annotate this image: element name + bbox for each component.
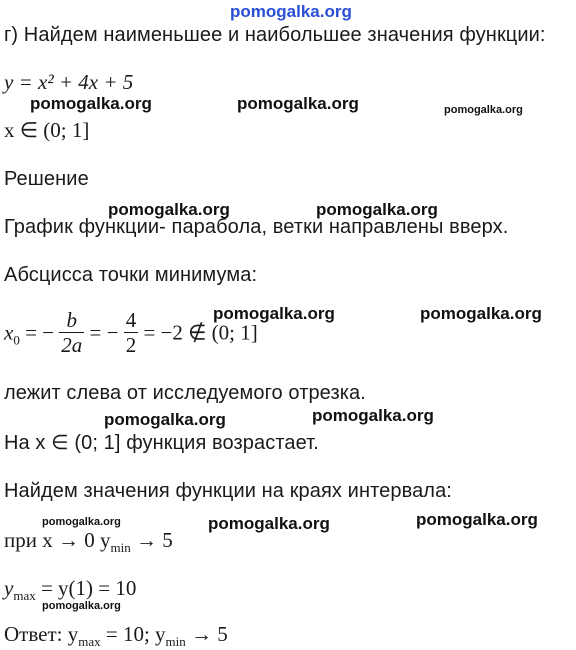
- watermark: pomogalka.org: [420, 304, 542, 323]
- max-subscript: max: [78, 634, 101, 650]
- ymax-result: = y(1) = 10: [35, 576, 137, 600]
- problem-heading: г) Найдем наименьшее и наибольшее значения функции:: [4, 24, 546, 46]
- watermark: pomogalka.org: [104, 410, 226, 429]
- limit-at-zero: [4, 528, 173, 556]
- watermark: pomogalka.org: [312, 406, 434, 425]
- function-definition: y = x² + 4x + 5: [4, 70, 134, 94]
- y-symbol: y: [4, 576, 14, 600]
- answer-label: Ответ: y: [4, 622, 79, 646]
- equals-minus: = −: [19, 320, 55, 345]
- formula-result: = −2 ∉ (0; 1]: [138, 320, 258, 345]
- watermark-top: pomogalka.org: [230, 2, 352, 21]
- watermark: pomogalka.org: [208, 514, 330, 533]
- min-abscissa-label: Абсцисса точки минимума:: [4, 264, 258, 286]
- endpoints-text: Найдем значения функции на краях интервала:: [4, 480, 452, 502]
- limit-text: при x → 0 y: [4, 528, 111, 552]
- fraction-4-over-2: [124, 308, 139, 357]
- answer-end: → 5: [185, 622, 228, 646]
- increasing-text: На x ∈ (0; 1] функция возрастает.: [4, 432, 319, 454]
- watermark: pomogalka.org: [42, 516, 121, 528]
- fraction-numerator: 4: [125, 308, 137, 332]
- min-subscript: min: [110, 540, 131, 556]
- fraction-denominator: 2: [125, 333, 137, 357]
- fraction-b-over-2a: [59, 308, 84, 357]
- fraction-denominator: 2a: [61, 333, 83, 357]
- max-subscript: max: [13, 588, 36, 604]
- fraction-numerator: b: [59, 308, 84, 333]
- domain-definition: x ∈ (0; 1]: [4, 118, 90, 142]
- left-of-segment-text: лежит слева от исследуемого отрезка.: [4, 382, 366, 404]
- x0-formula: [4, 310, 258, 359]
- equals-minus: = −: [84, 320, 119, 345]
- x0-symbol: x: [4, 320, 14, 345]
- x0-subscript: 0: [13, 332, 20, 348]
- solution-label: Решение: [4, 168, 89, 190]
- limit-result: → 5: [130, 528, 173, 552]
- watermark: pomogalka.org: [444, 104, 523, 116]
- watermark: pomogalka.org: [416, 510, 538, 529]
- graph-description: График функции- парабола, ветки направлены вверх.: [4, 216, 509, 238]
- min-subscript: min: [165, 634, 186, 650]
- watermark: pomogalka.org: [108, 200, 230, 219]
- watermark: pomogalka.org: [42, 600, 121, 612]
- watermark: pomogalka.org: [316, 200, 438, 219]
- watermark: pomogalka.org: [237, 94, 359, 113]
- answer-middle: = 10; y: [100, 622, 166, 646]
- answer-line: [4, 622, 228, 650]
- watermark: pomogalka.org: [30, 94, 152, 113]
- watermark: pomogalka.org: [213, 304, 335, 323]
